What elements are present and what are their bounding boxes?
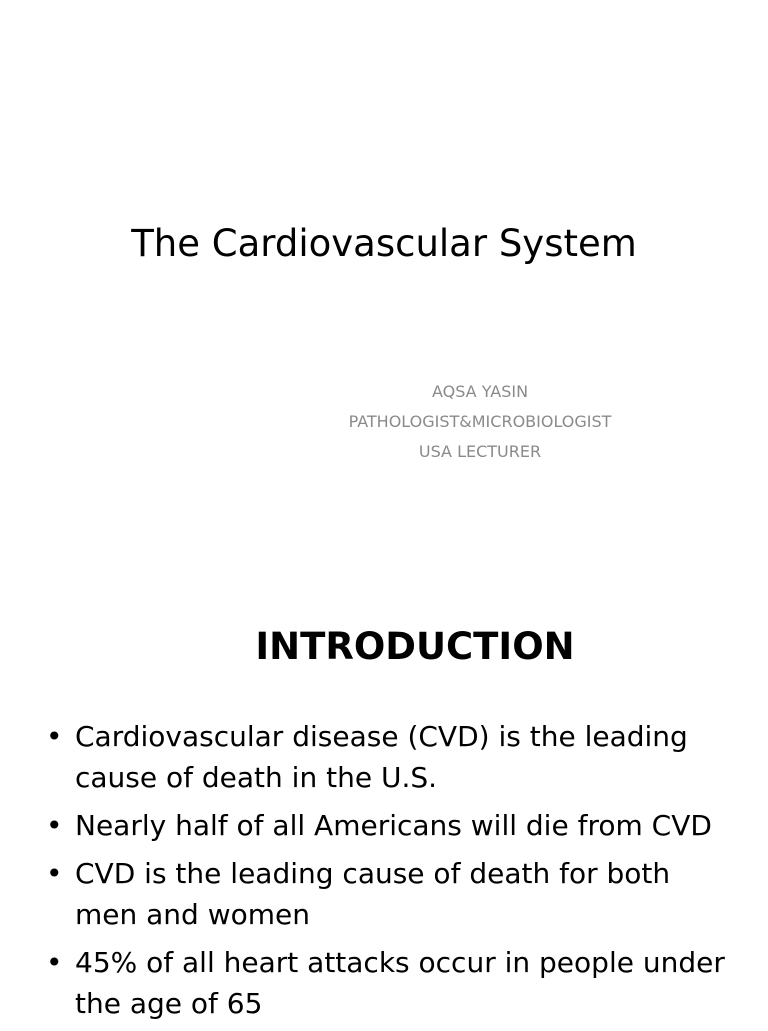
- bullet-point-icon: •: [46, 857, 63, 890]
- slide-subtitle: [290, 377, 670, 467]
- bullet-text: Nearly half of all Americans will die from CVD: [75, 809, 712, 842]
- bullet-text: CVD is the leading cause of death for both men and women: [75, 857, 671, 931]
- bullet-point-icon: •: [46, 809, 63, 842]
- author-profession: PATHOLOGIST&MICROBIOLOGIST: [348, 412, 612, 431]
- bullet-list: [40, 716, 740, 1031]
- bullet-point-icon: •: [46, 946, 63, 979]
- bullet-point-icon: •: [46, 720, 63, 753]
- bullet-item: [40, 805, 740, 846]
- introduction-slide: [0, 576, 768, 1024]
- bullet-text: Cardiovascular disease (CVD) is the leading cause of death in the U.S.: [75, 720, 688, 794]
- bullet-text: 45% of all heart attacks occur in people under the age of 65: [75, 946, 725, 1020]
- slide-heading: INTRODUCTION: [255, 625, 575, 668]
- bullet-item: [40, 716, 740, 798]
- author-name: AQSA YASIN: [431, 382, 529, 401]
- slide-title: The Cardiovascular System: [131, 222, 637, 265]
- bullet-item: [40, 942, 740, 1024]
- bullet-item: [40, 853, 740, 935]
- author-position: USA LECTURER: [418, 442, 542, 461]
